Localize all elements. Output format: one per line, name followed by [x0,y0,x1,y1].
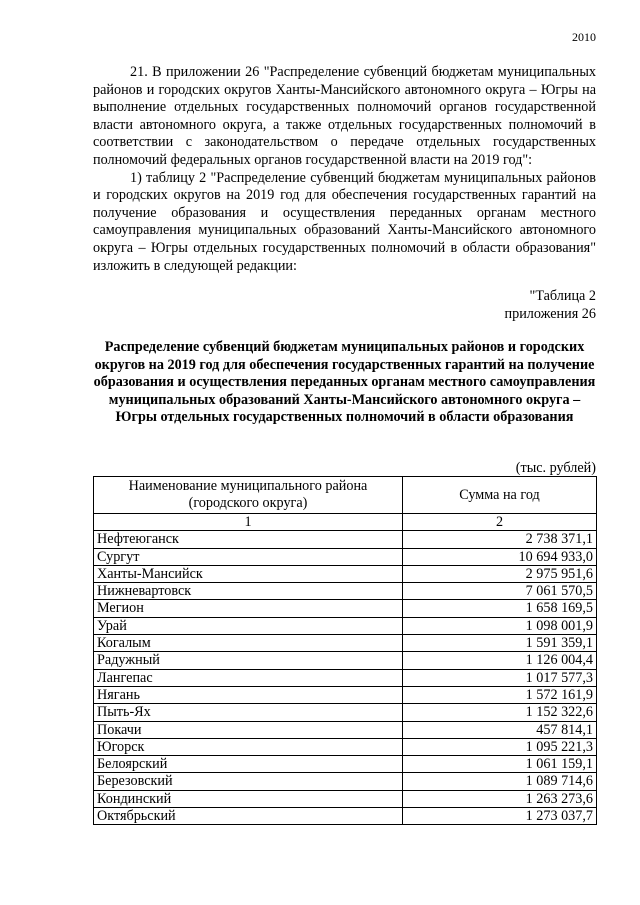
table-row [94,790,597,807]
annual-sum: 1 089 714,6 [403,773,597,790]
annual-sum: 2 975 951,6 [403,565,597,582]
annual-sum: 1 061 159,1 [403,756,597,773]
municipality-name: Когалым [94,635,403,652]
municipality-name: Нефтеюганск [94,531,403,548]
municipality-name: Покачи [94,721,403,738]
amendment-paragraph: 21. В приложении 26 "Распределение субвенций бюджетам муниципальных районов и городских округов Ханты-Мансийского автономного округа – Югры на выполнение отдельных государственных полномочий органов государственной власти автономного округа, а также отдельных государственных полномочий в соответствии с законодательством о передаче отдельных государственных полномочий федеральных органов государственной власти на 2019 год": [93,64,596,168]
annual-sum: 1 591 359,1 [403,635,597,652]
annual-sum: 10 694 933,0 [403,548,597,565]
intro-text [93,64,596,275]
table-row [94,773,597,790]
municipality-name: Нижневартовск [94,583,403,600]
header-sum: Сумма на год [403,477,597,514]
table-title: Распределение субвенций бюджетам муниципальных районов и городских округов на 2019 год для обеспечения государственных гарантий на получение образования и осуществления переданных органам местного самоуправления муниципальных образований Ханты-Мансийского автономного округа – Югры отдельных государственных полномочий в области образования [93,339,596,426]
municipality-name: Сургут [94,548,403,565]
column-number-row [94,514,597,531]
table-row [94,669,597,686]
table-header-row [94,477,597,514]
municipality-name: Лангепас [94,669,403,686]
page-number: 2010 [572,30,596,44]
municipality-name: Ханты-Мансийск [94,565,403,582]
annual-sum: 1 017 577,3 [403,669,597,686]
annual-sum: 1 658 169,5 [403,600,597,617]
table-row [94,652,597,669]
table-row [94,756,597,773]
municipality-name: Радужный [94,652,403,669]
annual-sum: 1 273 037,7 [403,808,597,825]
municipality-name: Березовский [94,773,403,790]
municipality-name: Урай [94,617,403,634]
annual-sum: 1 095 221,3 [403,738,597,755]
table-row [94,808,597,825]
table-reference [505,288,596,323]
table-row [94,600,597,617]
annual-sum: 1 126 004,4 [403,652,597,669]
column-number-1: 1 [94,514,403,531]
annual-sum: 1 263 273,6 [403,790,597,807]
annual-sum: 2 738 371,1 [403,531,597,548]
annual-sum: 1 152 322,6 [403,704,597,721]
table-row [94,617,597,634]
unit-label: (тыс. рублей) [515,460,596,476]
municipality-name: Кондинский [94,790,403,807]
table-row [94,704,597,721]
amendment-subparagraph: 1) таблицу 2 "Распределение субвенций бюджетам муниципальных районов и городских округов на 2019 год для обеспечения государственных гарантий на получение образования и осуществления переданных органам местного самоуправления муниципальных образований Ханты-Мансийского автономного округа – Югры отдельных государственных полномочий в области образования" изложить в следующей редакции: [93,169,596,274]
table-row [94,721,597,738]
table-reference-line-1: "Таблица 2 [529,288,596,304]
municipality-name: Югорск [94,738,403,755]
table-row [94,583,597,600]
municipality-name: Белоярский [94,756,403,773]
annual-sum: 457 814,1 [403,721,597,738]
table-row [94,565,597,582]
annual-sum: 7 061 570,5 [403,583,597,600]
table-row [94,548,597,565]
municipality-name: Пыть-Ях [94,704,403,721]
table-row [94,738,597,755]
annual-sum: 1 098 001,9 [403,617,597,634]
annual-sum: 1 572 161,9 [403,686,597,703]
header-municipality: Наименование муниципального района (городского округа) [94,477,403,514]
municipality-name: Мегион [94,600,403,617]
table-row [94,531,597,548]
subventions-table [93,476,597,825]
table-reference-line-2: приложения 26 [504,305,596,322]
column-number-2: 2 [403,514,597,531]
municipality-name: Октябрьский [94,808,403,825]
table-row [94,635,597,652]
municipality-name: Нягань [94,686,403,703]
table-row [94,686,597,703]
